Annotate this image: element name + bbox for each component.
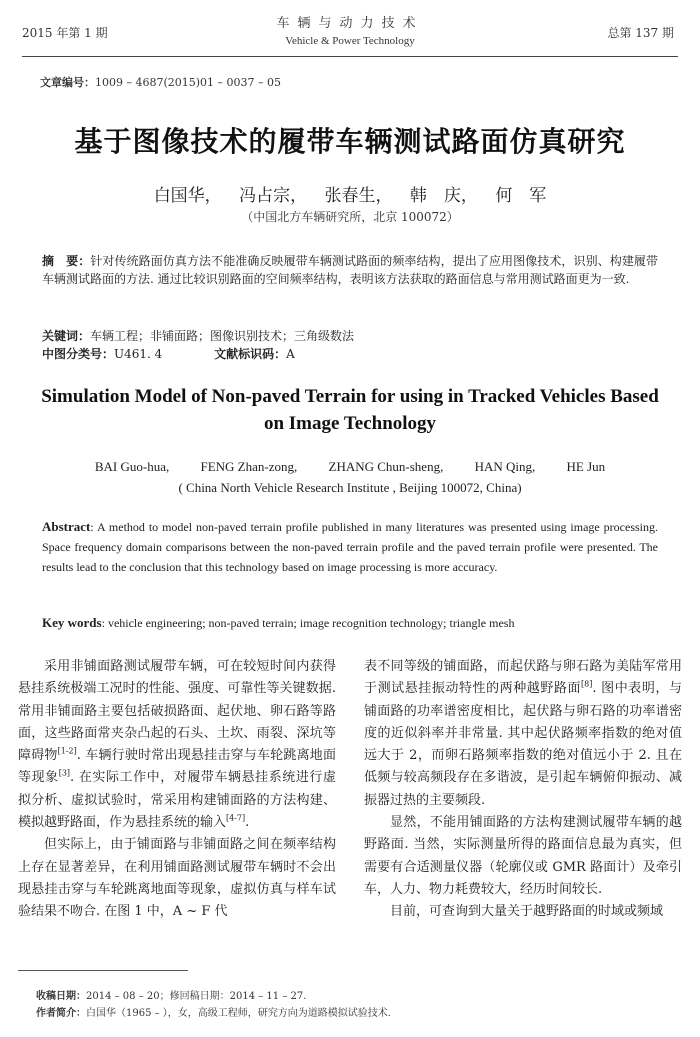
author-cn: 张春生， bbox=[324, 186, 393, 206]
classification-line bbox=[42, 345, 295, 362]
journal-name-cn: 车辆与动力技术 bbox=[276, 16, 424, 31]
author-en: HE Jun bbox=[566, 459, 606, 474]
author-cn: 冯占宗， bbox=[239, 186, 308, 206]
author-en: HAN Qing, bbox=[474, 459, 536, 474]
author-cn: 韩 庆， bbox=[409, 186, 478, 206]
body-paragraph: 但实际上，由于铺面路与非铺面路之间在频率结构上存在显著差异，在利用铺面路测试履带车辆时不会出现悬挂击穿与车轮跳离地面等现象，虚拟仿真与样车试验结果不吻合. 在图 1 中，A ~ F 代 bbox=[18, 837, 336, 920]
author-en: ZHANG Chun-sheng, bbox=[328, 459, 444, 474]
received-date-note: 收稿日期：2014 – 08 – 20；修回稿日期：2014 – 11 – 27. bbox=[36, 991, 307, 1002]
paper-title-en: Simulation Model of Non-paved Terrain for using in Tracked Vehicles Based on Image Technology bbox=[41, 386, 659, 434]
footnote-divider bbox=[18, 970, 188, 971]
body-paragraph: 目前，可查询到大量关于越野路面的时域或频域 bbox=[390, 904, 664, 920]
clc-label: 中图分类号： bbox=[42, 347, 115, 361]
paper-title-cn: 基于图像技术的履带车辆测试路面仿真研究 bbox=[74, 125, 626, 158]
citation: [8] bbox=[581, 679, 593, 689]
body-paragraph: 表不同等级的铺面路，而起伏路与卵石路为美陆军常用于测试悬挂振动特性的两种越野路面[8]. 图中表明，与铺面路的功率谱密度相比，起伏路与卵石路的功率谱密度的近似斜率并非常量. 其中起伏路频率指数的绝对值远大于 2，而卵石路频率指数的绝对值远小于 2. 且在低频与较高频段存在多谐波，是引起车辆俯仰振动、减振器过热的主要频段. bbox=[364, 659, 682, 808]
author-cn: 何 军 bbox=[495, 186, 547, 206]
abstract-en-label: Abstract bbox=[42, 519, 91, 534]
keywords-cn-text: 车辆工程；非铺面路；图像识别技术；三角级数法 bbox=[90, 329, 355, 343]
abstract-en-text: A method to model non-paved terrain profile published in many literatures was presented using image processing. Space frequency domain comparisons between the non-paved terrain profile and the paved terrain profile were presented. The results lead to the conclusion that this technology based on image processing is more accuracy. bbox=[42, 520, 658, 574]
header-divider bbox=[22, 56, 678, 57]
doc-code-label: 文献标识码： bbox=[214, 347, 287, 361]
abstract-cn bbox=[42, 252, 658, 288]
author-cn: 白国华， bbox=[153, 186, 222, 206]
citation: [1-2] bbox=[57, 746, 77, 756]
abstract-en: Abstract: A method to model non-paved terrain profile published in many literatures was presented using image processing. Space frequency domain comparisons between the non-paved terrain profile and the paved terrain profile were presented. The results lead to the conclusion that this technology based on image processing is more accuracy. bbox=[42, 519, 658, 574]
keywords-en-label: Key words bbox=[42, 615, 102, 630]
article-number bbox=[40, 74, 281, 90]
clc-value: U461. 4 bbox=[114, 347, 163, 361]
keywords-cn-label: 关键词： bbox=[42, 329, 91, 343]
citation: [3] bbox=[58, 769, 71, 779]
abstract-cn-text: 针对传统路面仿真方法不能准确反映履带车辆测试路面的频率结构，提出了应用图像技术，识别、构建履带车辆测试路面的方法. 通过比较识别路面的空间频率结构，表明该方法获取的路面信息与常用测试路面更为一致. bbox=[42, 254, 658, 286]
issue-label: 2015 年第 1 期 bbox=[22, 26, 108, 40]
citation: [4-7] bbox=[226, 813, 246, 823]
journal-header bbox=[0, 12, 700, 47]
affiliation-cn: （中国北方车辆研究所，北京 100072） bbox=[241, 210, 459, 224]
author-bio-note: 作者简介：白国华（1965 – ），女，高级工程师，研究方向为道路模拟试验技术. bbox=[36, 1008, 391, 1019]
footnotes bbox=[36, 988, 391, 1022]
author-list-cn bbox=[0, 181, 700, 206]
body-paragraph: 采用非铺面路测试履带车辆，可在较短时间内获得悬挂系统极端工况时的性能、强度、可靠性等关键数据. 常用非铺面路主要包括破损路面、起伏地、卵石路等路面，这些路面常夹杂凸起的石头、土坎、雨裂、深坑等障碍物[1-2]. 车辆行驶时常出现悬挂击穿与车轮跳离地面等现象[3]. 在实际工作中，对履带车辆悬挂系统进行虚拟分析、虚拟试验时，常采用构建铺面路的方法构建、模拟越野路面，作为悬挂系统的输入[4-7]. bbox=[18, 659, 336, 831]
keywords-en-text: vehicle engineering; non-paved terrain; image recognition technology; triangle mesh bbox=[107, 616, 515, 630]
article-number-label: 文章编号： bbox=[40, 76, 95, 89]
journal-name-en: Vehicle & Power Technology bbox=[285, 35, 415, 47]
author-en: FENG Zhan-zong, bbox=[200, 459, 298, 474]
affiliation-en: ( China North Vehicle Research Institute , Beijing 100072, China) bbox=[178, 480, 522, 495]
keywords-en: Key words: vehicle engineering; non-paved terrain; image recognition technology; triangle mesh bbox=[42, 615, 515, 630]
body-paragraph: 显然，不能用铺面路的方法构建测试履带车辆的越野路面. 当然，实际测量所得的路面信息最为真实，但需要有合适测量仪器（轮廓仪或 GMR 路面计）及牵引车，人力、物力耗费较大，经历时间较长. bbox=[364, 815, 682, 897]
body-column-left bbox=[18, 656, 336, 924]
abstract-cn-label: 摘 要： bbox=[42, 254, 91, 268]
author-list-en bbox=[0, 459, 700, 475]
article-number-value: 1009 – 4687(2015)01 – 0037 – 05 bbox=[95, 76, 282, 89]
doc-code-value: A bbox=[286, 347, 295, 361]
author-en: BAI Guo-hua, bbox=[94, 459, 170, 474]
total-issue-label: 总第 137 期 bbox=[607, 26, 674, 40]
body-column-right bbox=[364, 656, 682, 924]
keywords-cn bbox=[42, 327, 354, 344]
